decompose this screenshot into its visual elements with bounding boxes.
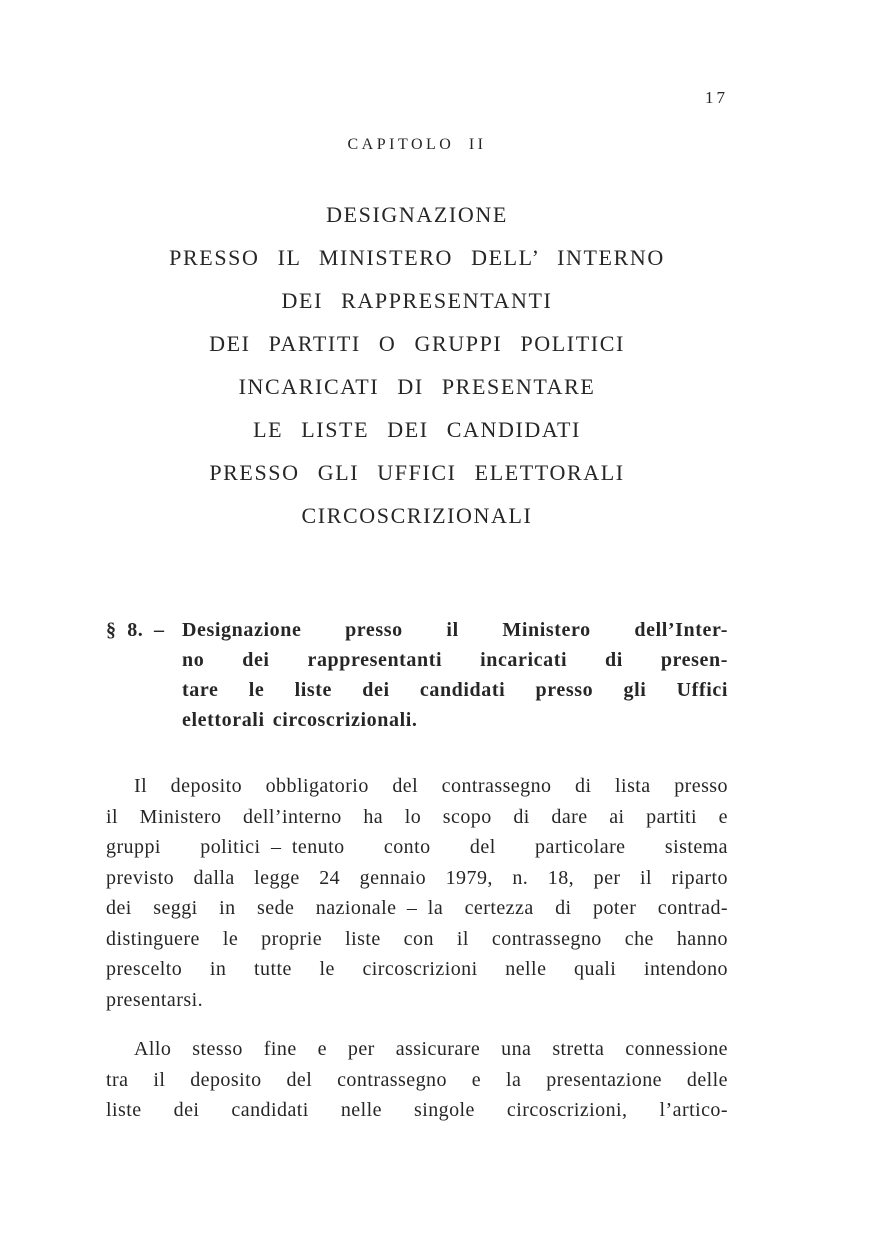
body-line: previsto dalla legge 24 gennaio 1979, n. 18, per il riparto <box>106 866 728 889</box>
body-line: liste dei candidati nelle singole circoscrizioni, l’artico- <box>106 1099 728 1121</box>
section-heading <box>106 615 728 735</box>
body-line: presentarsi. <box>106 988 204 1011</box>
chapter-title-line: CIRCOSCRIZIONALI <box>301 503 533 528</box>
page-number: 17 <box>705 88 728 107</box>
section-heading-lines <box>106 615 728 735</box>
chapter-title-line: LE LISTE DEI CANDIDATI <box>253 417 581 442</box>
body-line: gruppi politici – tenuto conto del particolare sistema <box>106 836 728 858</box>
section-heading-line: tare le liste dei candidati presso gli Uffici <box>182 679 728 701</box>
chapter-title-line: DEI PARTITI O GRUPPI POLITICI <box>209 331 625 356</box>
body-paragraph <box>106 771 728 1015</box>
chapter-title-line: DESIGNAZIONE <box>326 202 508 227</box>
body-line: Allo stesso fine e per assicurare una stretta connessione <box>134 1038 728 1060</box>
chapter-title-line: PRESSO IL MINISTERO DELL’ INTERNO <box>169 245 665 270</box>
section-heading-line: no dei rappresentanti incaricati di presen- <box>182 649 728 671</box>
body-paragraph <box>106 1034 728 1126</box>
body-line: Il deposito obbligatorio del contrassegno di lista presso <box>134 775 728 797</box>
body-line: distinguere le proprie liste con il contrassegno che hanno <box>106 927 728 950</box>
section-marker: § 8. – <box>106 619 165 641</box>
body-line: il Ministero dell’interno ha lo scopo di dare ai partiti e <box>106 805 728 828</box>
section-heading-line: Designazione presso il Ministero dell’Inter- <box>182 619 728 641</box>
chapter-title-line: DEI RAPPRESENTANTI <box>281 288 553 313</box>
chapter-title-line: INCARICATI DI PRESENTARE <box>238 374 596 399</box>
body-line: tra il deposito del contrassegno e la presentazione delle <box>106 1068 728 1091</box>
section-heading-line: elettorali circoscrizionali. <box>182 709 418 731</box>
chapter-title-line: PRESSO GLI UFFICI ELETTORALI <box>209 460 625 485</box>
chapter-heading: CAPITOLO II <box>347 136 487 153</box>
chapter-title <box>106 193 728 537</box>
body-line: dei seggi in sede nazionale – la certezza di poter contrad- <box>106 897 728 919</box>
body-line: prescelto in tutte le circoscrizioni nelle quali intendono <box>106 958 728 980</box>
